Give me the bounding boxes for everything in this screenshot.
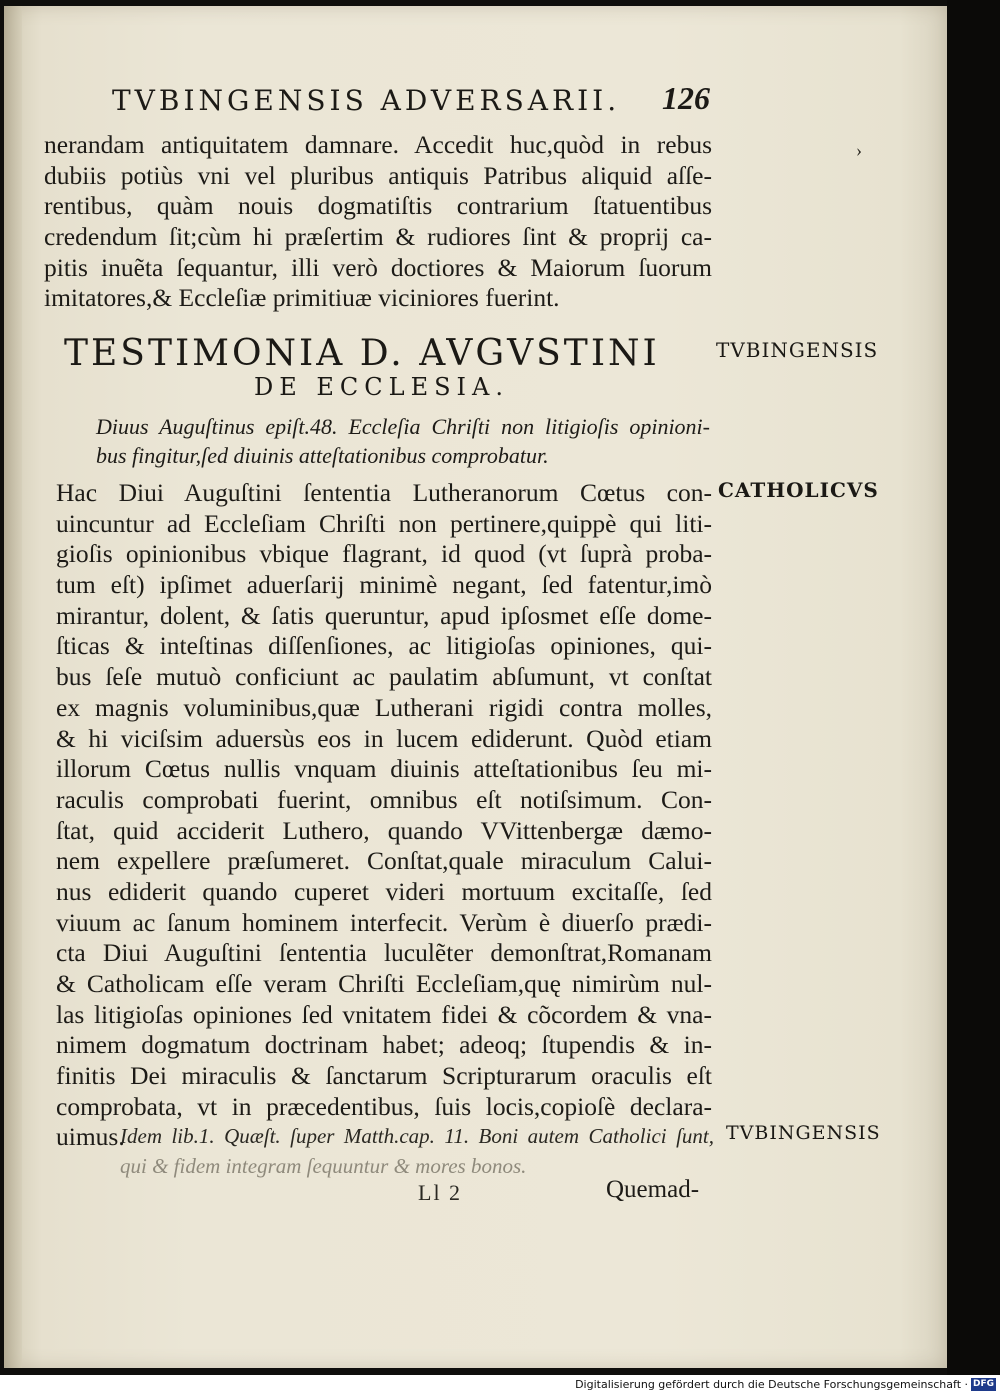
text-line: gioſis opinionibus vbique flagrant, id quod (vt ſuprà proba- xyxy=(56,539,712,569)
section-title: TESTIMONIA D. AVGVSTINI xyxy=(64,333,660,374)
text-line: illorum Cœtus nullis vnquam diuinis atteſtationibus ſeu mi- xyxy=(56,754,712,784)
text-line: & hi viciſsim aduersùs eos in lucem ediderunt. Quòd etiam xyxy=(56,723,712,753)
text-line: rentibus, quàm nouis dogmatiſtis contrarium ſtatuentibus xyxy=(44,191,712,221)
marginal-note-tubingensis: TVBINGENSIS xyxy=(726,1122,881,1144)
text-line: pitis inuẽta ſequantur, illi verò doctiores & Maiorum ſuorum xyxy=(44,252,712,282)
text-line: & Catholicam eſſe veram Chriſti Eccleſiam,quę nimirùm nul- xyxy=(56,969,712,998)
signature-mark: Ll 2 xyxy=(418,1180,463,1205)
paragraph-1 xyxy=(44,130,712,314)
scan-border xyxy=(947,0,1000,1375)
text-line: mirantur, dolent, & ſatis queruntur, apud ipſosmet eſſe dome- xyxy=(56,600,712,630)
quotation-augustine xyxy=(96,412,710,470)
quote-line: qui & fidem integram ſequuntur & mores bonos. xyxy=(120,1154,527,1178)
page-gutter xyxy=(4,6,22,1368)
text-line: comprobata, vt in præcedentibus, ſuis locis,copioſè declara- xyxy=(56,1091,712,1121)
text-line: dubiis potiùs vni vel pluribus antiquis Patribus aliquid aſſe- xyxy=(44,160,712,190)
text-line: credendum ſit;cùm hi præſertim & rudiores ſint & proprij ca- xyxy=(44,222,712,252)
text-line: Hac Diui Auguſtini ſententia Lutheranorum Cœtus con- xyxy=(56,478,712,507)
funding-credit: Digitalisierung gefördert durch die Deutsche Forschungsgemeinschaft · xyxy=(575,1378,968,1391)
catchword: Quemad- xyxy=(606,1176,700,1203)
text-line: finitis Dei miraculis & ſanctarum Scripturarum oraculis eſt xyxy=(56,1061,712,1091)
text-line: ſticas & inteſtinas diſſenſiones, ac litigioſas opiniones, qui- xyxy=(56,631,712,661)
quote-line: bus fingitur,ſed diuinis atteſtationibus comprobatur. xyxy=(96,443,549,468)
marginal-note-catholicus: CATHOLICVS xyxy=(718,478,879,502)
text-line: uincuntur ad Eccleſiam Chriſti non pertinere,quippè qui liti- xyxy=(56,508,712,538)
text-line: las litigioſas opiniones ſed vnitatem fidei & cõcordem & vna- xyxy=(56,999,712,1029)
quotation-augustine-matthew xyxy=(120,1121,714,1181)
text-line: nerandam antiquitatem damnare. Accedit huc,quòd in rebus xyxy=(44,130,712,159)
text-line: viuum ac ſanum hominem interfecit. Verùm è diuerſo prædi- xyxy=(56,907,712,937)
text-line: nimem dogmatum doctrinam habet; adeoq; ſtupendis & in- xyxy=(56,1030,712,1060)
page-number: 126 xyxy=(662,80,710,116)
footer-bar xyxy=(0,1375,1000,1395)
text-line: ſtat, quid acciderit Luthero, quando VVittenbergæ dæmo- xyxy=(56,815,712,845)
text-line: cta Diui Auguſtini ſententia luculẽter demonſtrat,Romanam xyxy=(56,938,712,968)
text-line: imitatores,& Eccleſiæ primitiuæ viciniores fuerint. xyxy=(44,283,560,313)
dfg-logo: DFG xyxy=(972,1379,994,1389)
running-title: TVBINGENSIS ADVERSARII. xyxy=(112,84,621,117)
paragraph-2 xyxy=(56,478,712,1153)
text-line: nem expellere præſumeret. Conſtat,quale miraculum Calui- xyxy=(56,846,712,876)
text-line: nus ediderit quando cuperet videri mortuum excitaſſe, ſed xyxy=(56,876,712,906)
section-subtitle: DE ECCLESIA. xyxy=(254,373,509,401)
text-line: bus ſeſe mutuò conficiunt ac paulatim abſumunt, vt conſtat xyxy=(56,662,712,692)
marginal-note-tubingensis: TVBINGENSIS xyxy=(716,338,879,362)
quote-line: Diuus Auguſtinus epiſt.48. Eccleſia Chriſti non litigioſis opinioni- xyxy=(96,414,710,439)
quote-line: Idem lib.1. Quæſt. ſuper Matth.cap. 11. Boni autem Catholici ſunt, xyxy=(120,1124,714,1148)
margin-mark: › xyxy=(856,140,862,160)
text-line: uimus. xyxy=(56,1122,125,1152)
text-line: tum eſt) ipſimet aduerſarij minimè negant, ſed fatentur,imò xyxy=(56,570,712,600)
text-line: raculis comprobati fuerint, omnibus eſt notiſsimum. Con- xyxy=(56,784,712,814)
text-line: ex magnis voluminibus,quæ Lutherani rigidi contra molles, xyxy=(56,692,712,722)
